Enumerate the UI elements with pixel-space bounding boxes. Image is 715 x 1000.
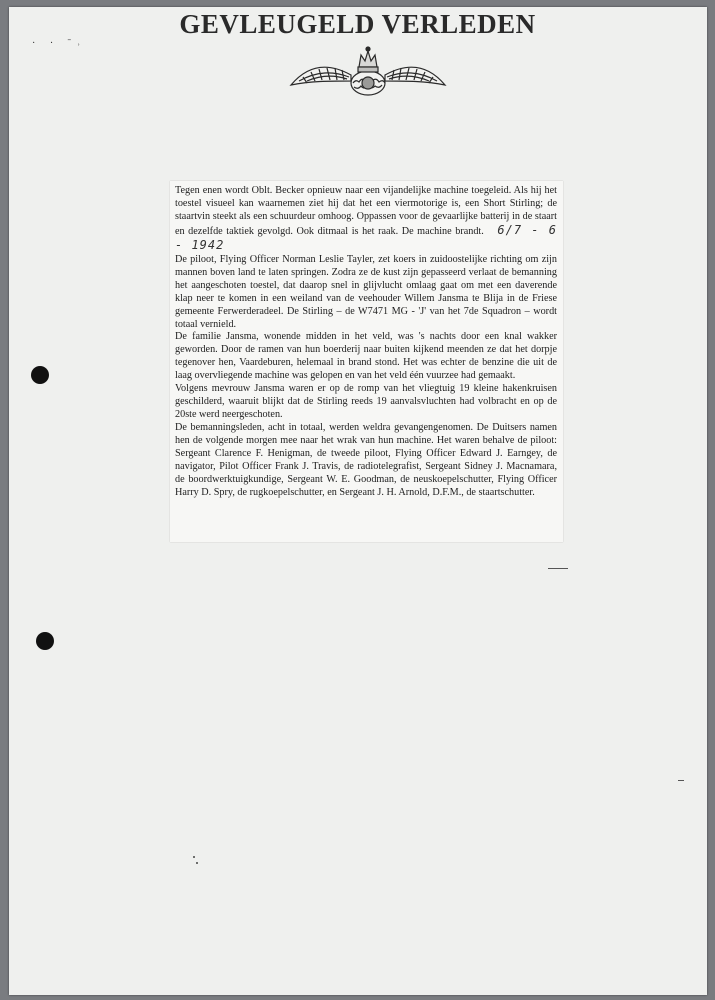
article-paragraph-2: De piloot, Flying Officer Norman Leslie Tayler, zet koers in zuidoostelijke richting om zijn mannen boven land te laten springen. Zodra ze de kust zijn gepasseerd verlaat de bemanning het aangeschoten toestel, dat daarop snel in glijvlucht omlaag gaat om met een daverende klap neer te komen in een weiland van de veehouder Willem Jansma te Blija in de Friese gemeente Ferwerderadeel. De Stirling – de W7471 MG - 'J' van het 7de Squadron – wordt totaal vernield.: [175, 253, 557, 330]
corner-marks: · · ˉ˒: [32, 38, 87, 49]
winged-crown-emblem-icon: [289, 41, 447, 99]
scan-mark: [678, 780, 684, 781]
article-paragraph-1: [175, 185, 557, 254]
article-paragraph-4: Volgens mevrouw Jansma waren er op de romp van het vliegtuig 19 kleine hakenkruisen geschilderd, waaruit blijkt dat de Stirling reeds 19 aanvalsvluchten had volbracht en op de 20ste werd neergeschoten.: [175, 383, 557, 421]
punch-hole-top: [31, 366, 49, 384]
speck: [196, 862, 198, 864]
scan-mark: [548, 568, 568, 569]
newspaper-clipping: [170, 181, 563, 542]
page-title: GEVLEUGELD VERLEDEN: [179, 9, 536, 39]
handwritten-date: 6/7 - 6 - 1942: [175, 222, 558, 252]
article-paragraph-3: De familie Jansma, wonende midden in het veld, was 's nachts door een knal wakker geworden. Door de ramen van hun boerderij naar buiten kijkend meenden ze dat het dorpje tegenover hen, Vaardeburen, helemaal in brand stond. Het was echter de benzine die uit de laag overvliegende machine was gelopen en van het veld één vuurzee had gemaakt.: [175, 331, 557, 382]
punch-hole-bottom: [36, 632, 54, 650]
article-text: [175, 185, 557, 500]
article-paragraph-5: De bemanningsleden, acht in totaal, werden weldra gevangengenomen. De Duitsers namen hen de volgende morgen mee naar het wrak van hun machine. Het waren behalve de piloot: Sergeant Clarence F. Henigman, de tweede piloot, Flying Officer Edward J. Earngey, de navigator, Pilot Officer Frank J. Travis, de radiotelegrafist, Sergeant Sidney J. Macnamara, de boordwerktuigkundige, Sergeant W. E. Goodman, de neuskoepelschutter, Flying Officer Harry D. Spry, de rugkoepelschutter, en Sergeant J. H. Arnold, D.F.M., de staartschutter.: [175, 422, 557, 498]
article-paragraph-1-text: Tegen enen wordt Oblt. Becker opnieuw naar een vijandelijke machine toegeleid. Als hij het toestel visueel kan waarnemen ziet hij dat het een viermotorige is, een Short Stirling; de staartvin steekt als een schuurdeur omhoog. Oppassen voor de gevaarlijke batterij in de staart en dezelfde taktiek gevolgd. Ook ditmaal is het raak. De machine brandt.: [175, 185, 557, 237]
speck: [193, 856, 195, 858]
